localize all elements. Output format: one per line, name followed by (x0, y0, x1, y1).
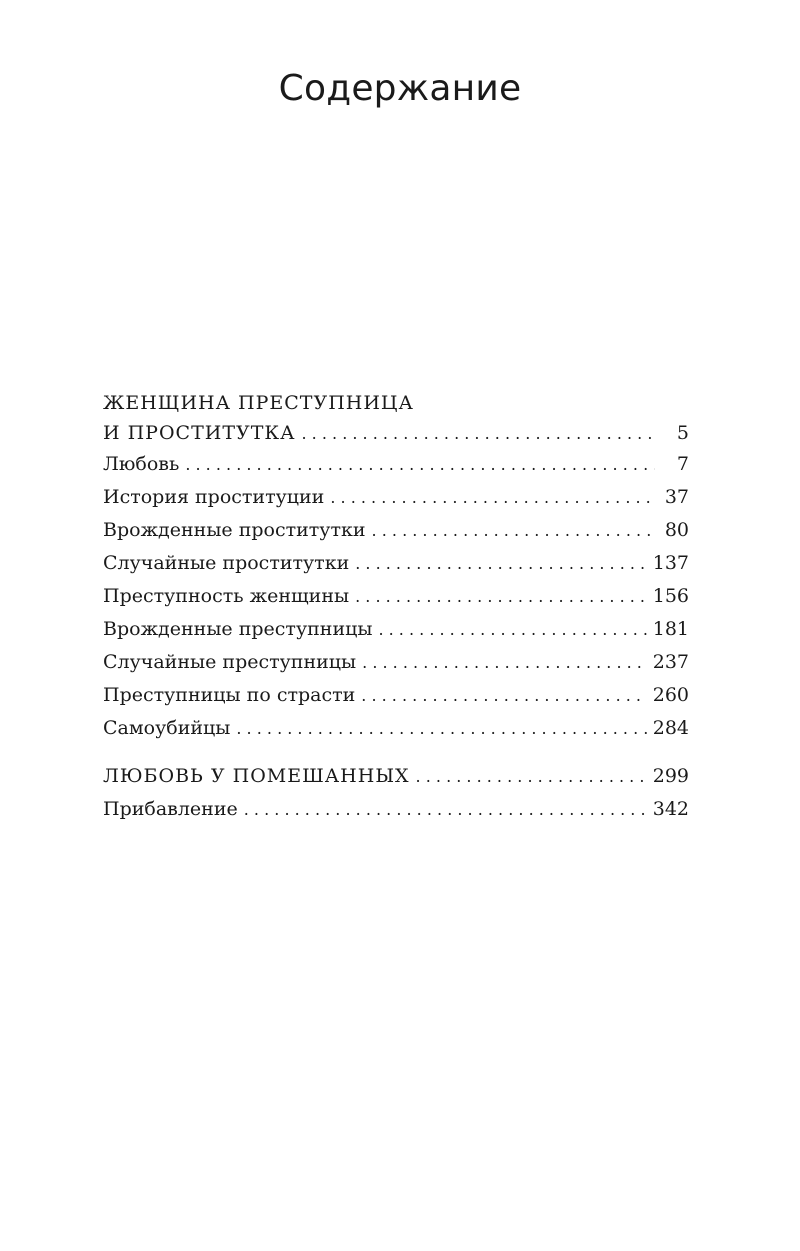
toc-entry-page: 260 (652, 684, 689, 706)
toc-entry[interactable] (103, 646, 689, 679)
leader-dots (244, 793, 647, 826)
toc-entry-label: Любовь (103, 453, 180, 475)
toc-entry-page: 137 (652, 552, 689, 574)
toc-entry-label: Врожденные преступницы (103, 618, 373, 640)
toc-entry-label: И ПРОСТИТУТКА (103, 422, 296, 444)
toc-entry-page: 284 (652, 717, 689, 739)
toc-entry-page: 37 (664, 486, 689, 508)
toc-entry[interactable] (103, 793, 689, 826)
toc-entry-label: Случайные преступницы (103, 651, 357, 673)
leader-dots (372, 514, 655, 547)
toc-entry-label: Врожденные проститутки (103, 519, 366, 541)
toc-entry-label: Самоубийцы (103, 717, 231, 739)
toc-entry-label: История проституции (103, 486, 325, 508)
toc-entry[interactable] (103, 760, 689, 793)
toc-entry-page: 342 (652, 798, 689, 820)
toc-entry[interactable] (103, 481, 689, 514)
leader-dots (361, 679, 646, 712)
toc-entry-label: Преступницы по страсти (103, 684, 356, 706)
toc-entry-page: 5 (676, 422, 689, 444)
toc-entry[interactable] (103, 514, 689, 547)
leader-dots (378, 613, 646, 646)
toc-entry-page: 7 (676, 453, 689, 475)
toc-entry[interactable] (103, 547, 689, 580)
leader-dots (416, 760, 647, 793)
page-title: Содержание (278, 68, 522, 109)
toc-entry[interactable] (103, 712, 689, 745)
toc-entry-page: 181 (652, 618, 689, 640)
toc-entry[interactable] (103, 580, 689, 613)
table-of-contents (103, 388, 689, 826)
leader-dots (355, 580, 647, 613)
toc-entry[interactable] (103, 388, 689, 448)
section-spacer (103, 745, 689, 760)
toc-entry-page: 299 (652, 765, 689, 787)
toc-entry-page: 80 (664, 519, 689, 541)
toc-entry-label: Прибавление (103, 798, 238, 820)
toc-entry[interactable] (103, 448, 689, 481)
leader-dots (236, 712, 646, 745)
leader-dots (362, 646, 647, 679)
toc-entry-label: Преступность женщины (103, 585, 350, 607)
leader-dots (330, 481, 655, 514)
toc-entry-label-line1: ЖЕНЩИНА ПРЕСТУПНИЦА (103, 392, 414, 414)
toc-entry[interactable] (103, 679, 689, 712)
leader-dots (355, 547, 647, 580)
toc-entry-page: 237 (652, 651, 689, 673)
toc-entry-label: Случайные проститутки (103, 552, 350, 574)
toc-entry-label: ЛЮБОВЬ У ПОМЕШАННЫХ (103, 765, 410, 787)
leader-dots (185, 448, 655, 481)
toc-entry[interactable] (103, 613, 689, 646)
toc-entry-page: 156 (652, 585, 689, 607)
leader-dots (302, 419, 656, 449)
